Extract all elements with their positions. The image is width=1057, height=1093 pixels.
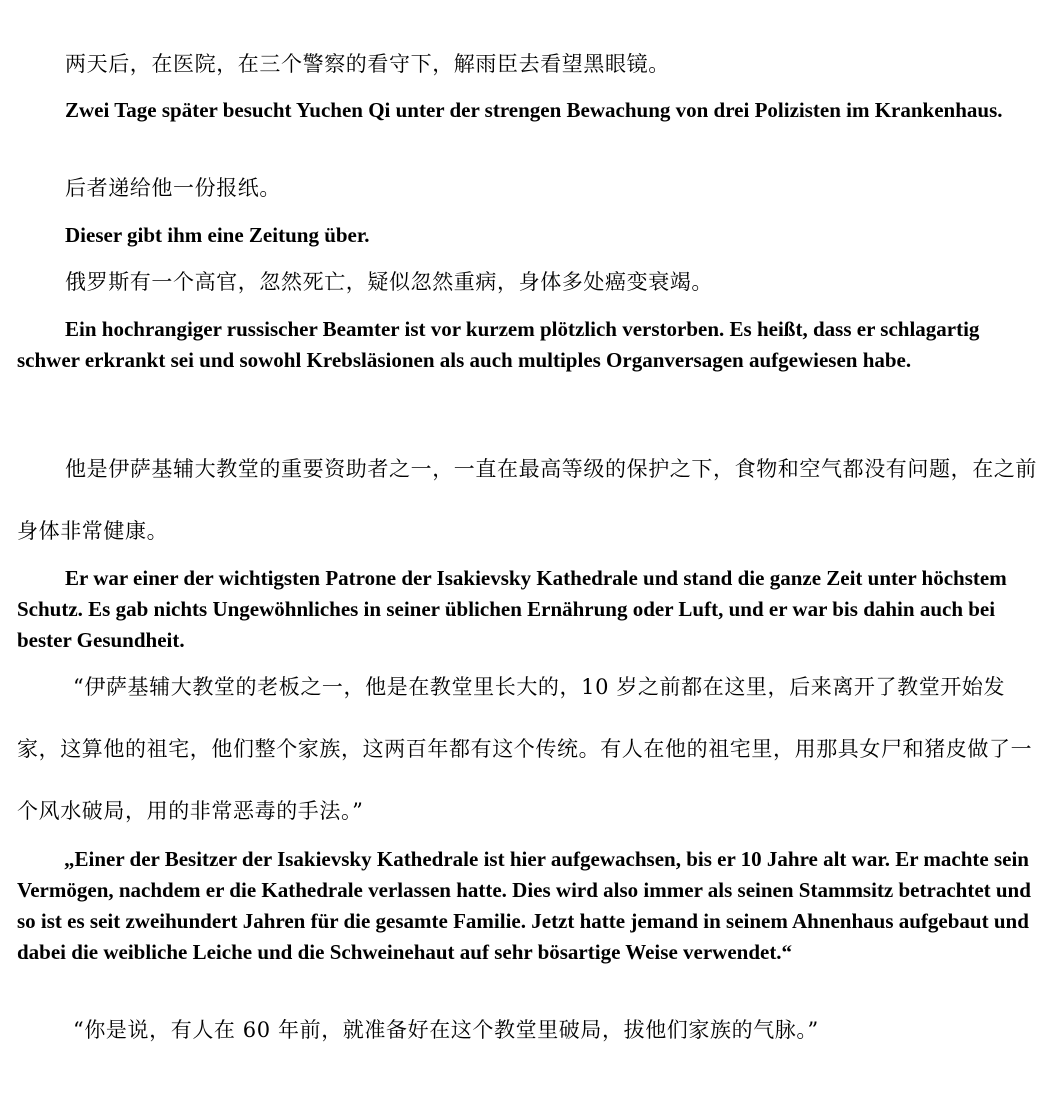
paragraph-de-5: „Einer der Besitzer der Isakievsky Kathedrale ist hier aufgewachsen, bis er 10 Jahre alt war. Er machte sein Vermögen, nachdem er die Kathedrale verlassen hatte. Dies wird also immer als seinen Stammsitz betrachtet und so ist es seit zweihundert Jahren für die gesamte Familie. Jetzt hatte jemand in seinem Ahnenhaus aufgebaut und dabei die weibliche Leiche und die Schweinehaut auf sehr bösartige Weise verwendet.“ [17, 847, 1031, 964]
paragraph-de-4: Er war einer der wichtigsten Patrone der Isakievsky Kathedrale und stand die ganze Zeit unter höchstem Schutz. Es gab nichts Ungewöhnliches in seiner üblichen Ernährung oder Luft, und er war bis dahin auch bei bester Gesundheit. [17, 566, 1007, 652]
paragraph-zh-3: 俄罗斯有一个高官，忽然死亡，疑似忽然重病，身体多处癌变衰竭。 [65, 270, 713, 294]
paragraph-zh-1: 两天后，在医院，在三个警察的看守下，解雨臣去看望黑眼镜。 [65, 52, 670, 76]
paragraph-de-1: Zwei Tage später besucht Yuchen Qi unter der strengen Bewachung von drei Polizisten im Krankenhaus. [65, 98, 1003, 122]
paragraph-zh-2: 后者递给他一份报纸。 [65, 176, 281, 200]
paragraph-zh-6: “你是说，有人在 60 年前，就准备好在这个教堂里破局，拔他们家族的气脉。” [73, 1018, 819, 1042]
paragraph-de-2: Dieser gibt ihm eine Zeitung über. [65, 223, 370, 247]
paragraph-de-3: Ein hochrangiger russischer Beamter ist vor kurzem plötzlich verstorben. Es heißt, dass er schlagartig schwer erkrankt sei und sowohl Krebsläsionen als auch multiples Organversagen aufgewiesen habe. [17, 317, 980, 372]
paragraph-zh-4: 他是伊萨基辅大教堂的重要资助者之一，一直在最高等级的保护之下，食物和空气都没有问题，在之前身体非常健康。 [17, 457, 1037, 543]
paragraph-zh-5: “伊萨基辅大教堂的老板之一，他是在教堂里长大的，10 岁之前都在这里，后来离开了教堂开始发家，这算他的祖宅，他们整个家族，这两百年都有这个传统。有人在他的祖宅里，用那具女尸和猪皮做了一个风水破局，用的非常恶毒的手法。” [17, 675, 1033, 823]
